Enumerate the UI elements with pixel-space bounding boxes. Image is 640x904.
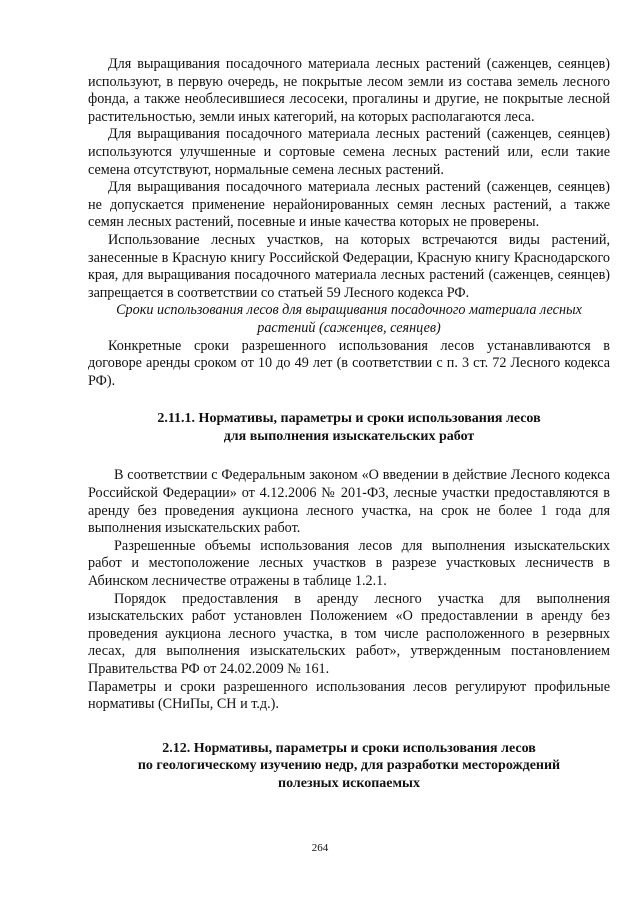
section-heading-2-12-line2: по геологическому изучению недр, для разработки месторождений [137,758,561,774]
page-number: 264 [311,842,329,854]
section-heading-2-11-1 [88,410,610,445]
section-heading-2-12 [88,740,610,793]
section-heading-2-12-line1: 2.12. Нормативы, параметры и сроки использования лесов [162,740,536,756]
section-heading-2-11-1-line1: 2.11.1. Нормативы, параметры и сроки использования лесов [157,411,541,427]
paragraph-nursery-lands: Для выращивания посадочного материала лесных растений (саженцев, сеянцев) используют, в первую очередь, не покрытые лесом земли из состава земель лесного фонда, а также необлесившиеся лесосеки, прогалины и другие, не покрытые лесной растительностью, земли иных категорий, на которых располагаются леса. [88,56,610,125]
paragraph-improved-seeds: Для выращивания посадочного материала лесных растений (саженцев, сеянцев) используются улучшенные и сортовые семена лесных растений или, если такие семена отсутствуют, нормальные семена лесных растений. [88,126,610,178]
section-heading-2-11-1-line2: для выполнения изыскательских работ [223,428,475,444]
caption-nursery-terms: Сроки использования лесов для выращивания посадочного материала лесных растений (саженцев, сеянцев) [116,302,582,336]
paragraph-unzoned-seeds: Для выращивания посадочного материала лесных растений (саженцев, сеянцев) не допускается применение нерайонированных семян лесных растений, а также семян лесных растений, посевные и иные качества которых не проверены. [88,179,610,231]
paragraph-norms: Параметры и сроки разрешенного использования лесов регулируют профильные нормативы (СНиПы, СН и т.д.). [88,678,610,713]
paragraph-red-book: Использование лесных участков, на которых встречаются виды растений, занесенные в Красную книгу Российской Федерации, Красную книгу Краснодарского края, для выращивания посадочного материала лесных растений (саженцев, сеянцев) запрещается в соответствии со статьей 59 Лесного кодекса РФ. [88,231,610,301]
paragraph-lease-procedure: Порядок предоставления в аренду лесного участка для выполнения изыскательских работ установлен Положением «О предоставлении в аренду без проведения аукциона лесного участка, в том числе расположенного в резервных лесах, для выполнения изыскательских работ», утвержденным постановлением Правительства РФ от 24.02.2009 № 161. [88,590,610,677]
section-heading-2-12-line3: полезных ископаемых [278,775,420,791]
paragraph-federal-law: В соответствии с Федеральным законом «О введении в действие Лесного кодекса Российской Федерации» от 4.12.2006 № 201-ФЗ, лесные участки предоставляются в аренду без проведения аукциона лесного участка, на срок не более 1 года для выполнения изыскательских работ. [88,467,610,537]
paragraph-lease-terms: Конкретные сроки разрешенного использования лесов устанавливаются в договоре аренды сроком от 10 до 49 лет (в соответствии с п. 3 ст. 72 Лесного кодекса РФ). [88,337,610,389]
paragraph-allowed-volumes: Разрешенные объемы использования лесов для выполнения изыскательских работ и местоположение лесных участков в разрезе участковых лесничеств в Абинском лесничестве отражены в таблице 1.2.1. [88,537,610,590]
